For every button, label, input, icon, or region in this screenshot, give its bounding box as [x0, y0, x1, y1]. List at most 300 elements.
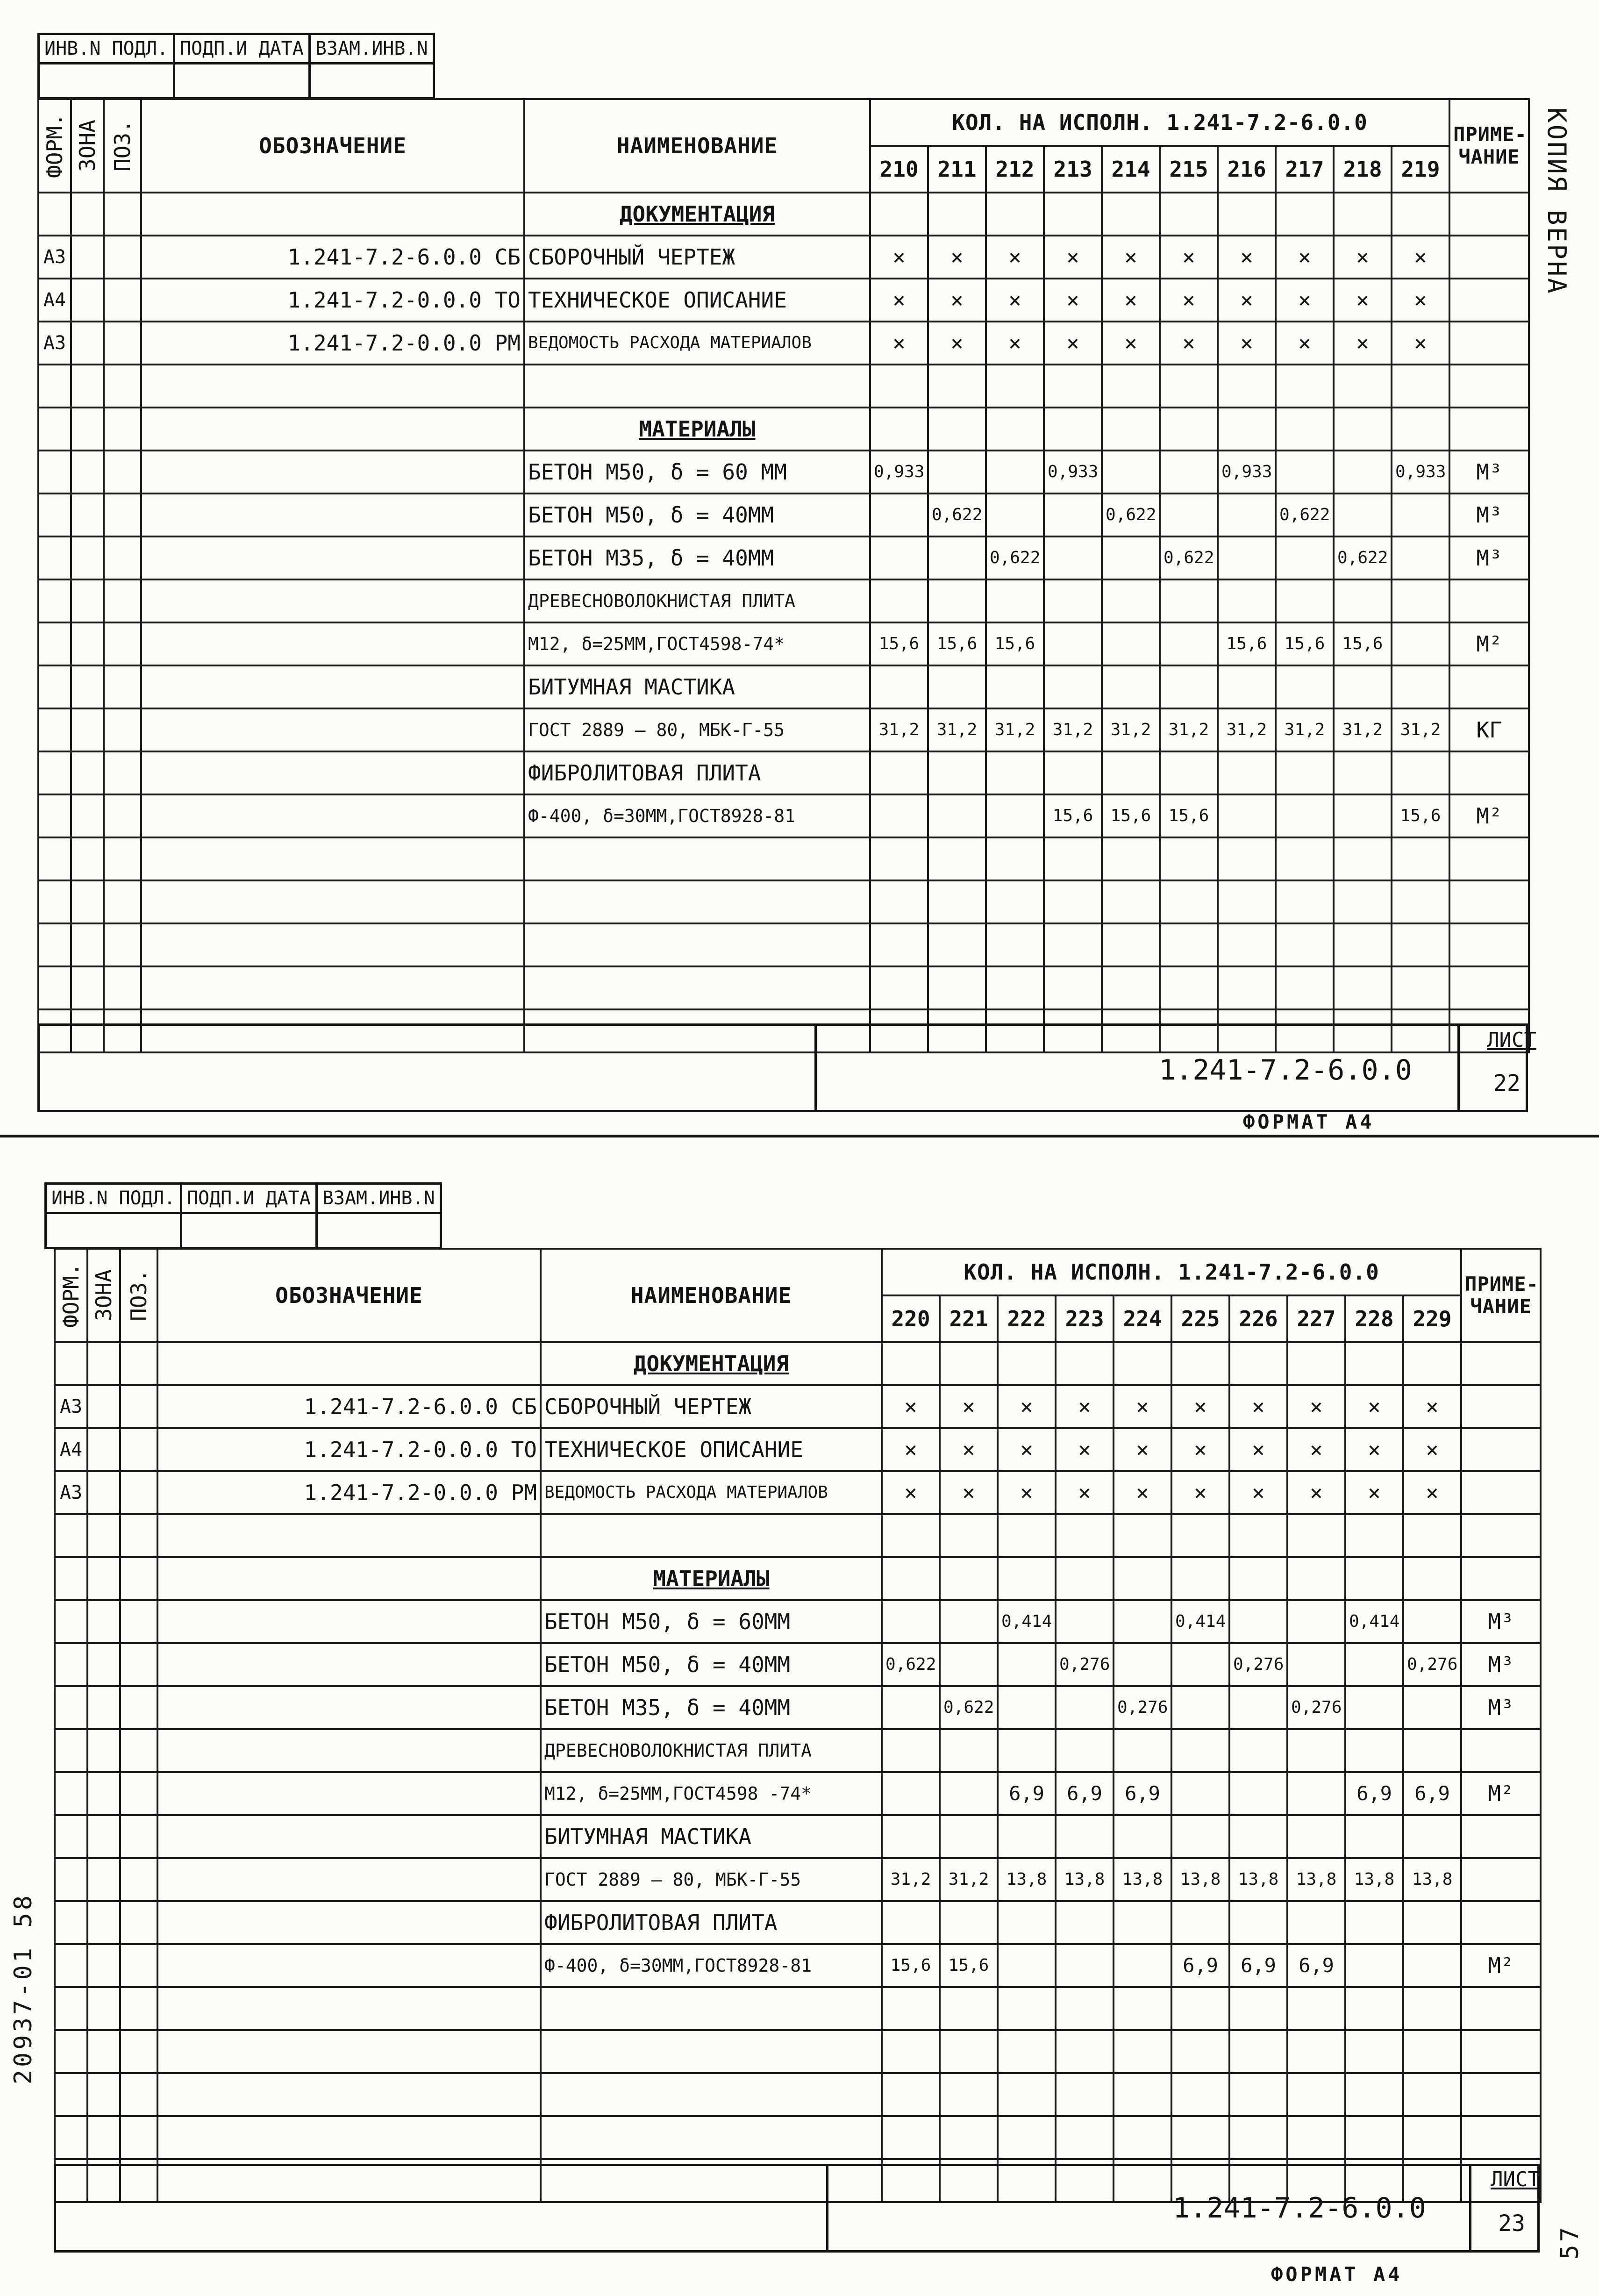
format-label: ФОРМАТ А4 [1243, 1110, 1375, 1133]
doc-format: А4 [38, 279, 71, 322]
header-prim-line1: ПРИМЕ- [1465, 1272, 1539, 1295]
section-title: МАТЕРИАЛЫ [541, 1557, 882, 1600]
side-note-kopiya-verna: КОПИЯ ВЕРНА [1542, 107, 1571, 295]
empty-cell [87, 1987, 120, 2030]
empty-row [55, 1987, 1541, 2030]
empty-cell [1334, 408, 1392, 451]
empty-cell [141, 451, 524, 494]
quantity-cell: 31,2 [1334, 708, 1392, 751]
empty-cell [986, 966, 1044, 1009]
x-mark: × [1160, 322, 1218, 365]
variant-number: 229 [1403, 1295, 1461, 1342]
empty-cell [157, 1643, 541, 1686]
empty-cell [870, 408, 928, 451]
empty-cell [1403, 2073, 1461, 2116]
material-row [55, 1858, 1541, 1901]
unit-cell [1461, 1901, 1541, 1944]
quantity-cell [986, 579, 1044, 622]
material-name: Ф-400, δ=30ММ,ГОСТ8928-81 [541, 1944, 882, 1987]
quantity-cell: 0,622 [928, 494, 986, 536]
empty-cell [1461, 1385, 1541, 1428]
empty-cell [87, 2073, 120, 2116]
empty-cell [38, 923, 71, 966]
empty-cell [1461, 2030, 1541, 2073]
quantity-cell [1160, 451, 1218, 494]
x-mark: × [998, 1471, 1056, 1514]
empty-cell [882, 2030, 940, 2073]
empty-cell [71, 193, 104, 236]
empty-cell [524, 837, 870, 880]
x-mark: × [1056, 1428, 1114, 1471]
doc-code: 1.241-7.2-0.0.0 РМ [141, 322, 524, 365]
quantity-cell: 0,622 [882, 1643, 940, 1686]
material-name: БЕТОН М50, δ = 40ММ [541, 1643, 882, 1686]
quantity-cell [1403, 1729, 1461, 1772]
empty-cell [104, 665, 141, 708]
section-row [38, 408, 1529, 451]
material-row [55, 1643, 1541, 1686]
quantity-cell [1171, 1901, 1229, 1944]
empty-cell [524, 923, 870, 966]
spec-table [54, 1248, 1542, 2203]
empty-cell [157, 1772, 541, 1815]
quantity-cell [928, 536, 986, 579]
quantity-cell [1102, 751, 1160, 794]
quantity-cell [1287, 1901, 1345, 1944]
empty-cell [1218, 880, 1276, 923]
empty-cell [1114, 2030, 1171, 2073]
quantity-cell: 6,9 [1403, 1772, 1461, 1815]
quantity-cell [1114, 1643, 1171, 1686]
doc-code: 1.241-7.2-0.0.0 РМ [157, 1471, 541, 1514]
quantity-cell: 15,6 [986, 622, 1044, 665]
quantity-cell [1056, 1815, 1114, 1858]
empty-cell [1392, 193, 1449, 236]
quantity-cell [870, 665, 928, 708]
x-mark: × [1114, 1385, 1171, 1428]
empty-cell [870, 365, 928, 408]
quantity-cell [1114, 1729, 1171, 1772]
empty-cell [141, 622, 524, 665]
empty-cell [104, 880, 141, 923]
quantity-cell: 31,2 [1392, 708, 1449, 751]
quantity-cell: 13,8 [1403, 1858, 1461, 1901]
doc-format: А3 [55, 1385, 87, 1428]
empty-cell [141, 966, 524, 1009]
empty-cell [1044, 880, 1102, 923]
header-prim-line2: ЧАНИЕ [1470, 1295, 1532, 1318]
section-title: МАТЕРИАЛЫ [524, 408, 870, 451]
empty-cell [87, 1342, 120, 1385]
header-prim-line1: ПРИМЕ- [1453, 122, 1527, 146]
empty-cell [882, 2116, 940, 2159]
variant-number: 212 [986, 146, 1044, 193]
quantity-cell [1403, 1600, 1461, 1643]
quantity-cell [998, 1944, 1056, 1987]
empty-cell [882, 1514, 940, 1557]
empty-cell [1276, 408, 1334, 451]
quantity-cell [1171, 1772, 1229, 1815]
x-mark: × [1334, 279, 1392, 322]
empty-cell [87, 1901, 120, 1944]
empty-cell [1345, 1987, 1403, 2030]
unit-cell [1461, 1815, 1541, 1858]
empty-cell [71, 322, 104, 365]
empty-cell [120, 2030, 157, 2073]
empty-cell [120, 1686, 157, 1729]
empty-cell [986, 880, 1044, 923]
empty-cell [1334, 923, 1392, 966]
empty-cell [1218, 365, 1276, 408]
sheet-2 [0, 1154, 1599, 2295]
x-mark: × [940, 1428, 998, 1471]
empty-cell [104, 923, 141, 966]
stamp-block [37, 33, 435, 100]
empty-cell [1160, 408, 1218, 451]
variant-number: 210 [870, 146, 928, 193]
x-mark: × [1218, 322, 1276, 365]
quantity-cell: 0,276 [1056, 1643, 1114, 1686]
empty-cell [38, 880, 71, 923]
unit-cell: М² [1461, 1944, 1541, 1987]
x-mark: × [1287, 1428, 1345, 1471]
empty-cell [55, 1342, 87, 1385]
quantity-cell [998, 1643, 1056, 1686]
quantity-cell: 6,9 [1345, 1772, 1403, 1815]
material-row [55, 1686, 1541, 1729]
x-mark: × [1392, 279, 1449, 322]
x-mark: × [1403, 1385, 1461, 1428]
header-form: ФОРМ. [55, 1249, 87, 1342]
empty-cell [1218, 408, 1276, 451]
empty-cell [157, 2116, 541, 2159]
variant-number: 224 [1114, 1295, 1171, 1342]
quantity-cell [1334, 494, 1392, 536]
x-mark: × [928, 322, 986, 365]
empty-cell [104, 536, 141, 579]
empty-cell [1102, 923, 1160, 966]
empty-cell [71, 837, 104, 880]
empty-cell [1276, 923, 1334, 966]
empty-cell [940, 2030, 998, 2073]
empty-cell [998, 1342, 1056, 1385]
empty-cell [928, 966, 986, 1009]
empty-cell [1044, 837, 1102, 880]
empty-cell [1102, 408, 1160, 451]
variant-number: 223 [1056, 1295, 1114, 1342]
quantity-cell [928, 579, 986, 622]
x-mark: × [870, 279, 928, 322]
empty-cell [87, 1729, 120, 1772]
empty-cell [87, 1600, 120, 1643]
variant-number: 216 [1218, 146, 1276, 193]
quantity-cell [1171, 1643, 1229, 1686]
quantity-cell [1287, 1600, 1345, 1643]
empty-cell [38, 794, 71, 837]
quantity-cell: 13,8 [1229, 1858, 1287, 1901]
quantity-cell: 13,8 [1114, 1858, 1171, 1901]
quantity-cell [1287, 1643, 1345, 1686]
variant-number: 227 [1287, 1295, 1345, 1342]
empty-cell [38, 451, 71, 494]
material-name: М12, δ=25ММ,ГОСТ4598-74* [524, 622, 870, 665]
empty-cell [120, 1729, 157, 1772]
empty-cell [1403, 2116, 1461, 2159]
x-mark: × [1334, 236, 1392, 279]
quantity-cell [1287, 1815, 1345, 1858]
empty-cell [38, 708, 71, 751]
sheet-1 [0, 0, 1599, 1131]
empty-cell [55, 1557, 87, 1600]
empty-cell [998, 2116, 1056, 2159]
quantity-cell [1218, 665, 1276, 708]
quantity-cell: 31,2 [1160, 708, 1218, 751]
format-label: ФОРМАТ А4 [1271, 2263, 1403, 2286]
empty-cell [1229, 1557, 1287, 1600]
quantity-cell [1218, 579, 1276, 622]
quantity-cell [1102, 579, 1160, 622]
empty-cell [71, 622, 104, 665]
x-mark: × [882, 1428, 940, 1471]
empty-cell [928, 880, 986, 923]
quantity-cell [882, 1729, 940, 1772]
quantity-cell [1345, 1729, 1403, 1772]
quantity-cell: 0,933 [870, 451, 928, 494]
quantity-cell [1102, 536, 1160, 579]
empty-cell [1102, 193, 1160, 236]
empty-cell [1044, 193, 1102, 236]
quantity-cell [1160, 751, 1218, 794]
empty-cell [120, 1987, 157, 2030]
empty-cell [524, 365, 870, 408]
empty-cell [141, 708, 524, 751]
empty-cell [1171, 1557, 1229, 1600]
document-row [38, 236, 1529, 279]
empty-cell [71, 880, 104, 923]
quantity-cell: 15,6 [1044, 794, 1102, 837]
material-row [38, 579, 1529, 622]
x-mark: × [882, 1385, 940, 1428]
header-row [38, 99, 1529, 146]
quantity-cell [1102, 451, 1160, 494]
empty-cell [104, 708, 141, 751]
quantity-cell [1044, 665, 1102, 708]
empty-cell [940, 1557, 998, 1600]
quantity-cell [1392, 665, 1449, 708]
empty-cell [104, 408, 141, 451]
material-name: БИТУМНАЯ МАСТИКА [541, 1815, 882, 1858]
quantity-cell [940, 1600, 998, 1643]
empty-cell [1287, 1557, 1345, 1600]
empty-cell [1461, 2073, 1541, 2116]
header-kol: КОЛ. НА ИСПОЛН. 1.241-7.2-6.0.0 [870, 99, 1449, 146]
quantity-cell: 31,2 [1218, 708, 1276, 751]
quantity-cell [1334, 579, 1392, 622]
empty-cell [55, 1514, 87, 1557]
variant-number: 214 [1102, 146, 1160, 193]
quantity-cell [1056, 1944, 1114, 1987]
stamp-cell [181, 1213, 316, 1248]
quantity-cell [1345, 1815, 1403, 1858]
empty-cell [38, 408, 71, 451]
quantity-cell [1392, 494, 1449, 536]
quantity-cell [882, 1901, 940, 1944]
empty-cell [1392, 966, 1449, 1009]
empty-cell [1114, 1514, 1171, 1557]
quantity-cell: 15,6 [882, 1944, 940, 1987]
material-name: ГОСТ 2889 – 80, МБК-Г-55 [524, 708, 870, 751]
empty-cell [1160, 365, 1218, 408]
doc-name: ВЕДОМОСТЬ РАСХОДА МАТЕРИАЛОВ [541, 1471, 882, 1514]
empty-cell [87, 1643, 120, 1686]
quantity-cell: 0,276 [1114, 1686, 1171, 1729]
material-row [38, 536, 1529, 579]
empty-cell [928, 193, 986, 236]
x-mark: × [986, 279, 1044, 322]
material-row [55, 1600, 1541, 1643]
empty-cell [1218, 966, 1276, 1009]
document-row [55, 1471, 1541, 1514]
unit-cell [1449, 665, 1529, 708]
quantity-cell [870, 751, 928, 794]
empty-cell [104, 579, 141, 622]
doc-format: А3 [38, 322, 71, 365]
empty-cell [1449, 966, 1529, 1009]
variant-number: 213 [1044, 146, 1102, 193]
x-mark: × [1102, 322, 1160, 365]
empty-cell [120, 1600, 157, 1643]
quantity-cell [1229, 1815, 1287, 1858]
empty-cell [940, 2116, 998, 2159]
empty-cell [38, 837, 71, 880]
empty-cell [38, 622, 71, 665]
empty-row [55, 2073, 1541, 2116]
empty-cell [157, 1557, 541, 1600]
empty-cell [141, 923, 524, 966]
quantity-cell: 15,6 [928, 622, 986, 665]
empty-cell [524, 880, 870, 923]
empty-cell [1287, 2116, 1345, 2159]
quantity-cell: 0,622 [1160, 536, 1218, 579]
unit-cell: М³ [1461, 1643, 1541, 1686]
x-mark: × [1171, 1385, 1229, 1428]
empty-cell [1218, 837, 1276, 880]
x-mark: × [940, 1471, 998, 1514]
empty-cell [120, 1901, 157, 1944]
material-row [38, 665, 1529, 708]
empty-cell [1229, 2030, 1287, 2073]
material-name: М12, δ=25ММ,ГОСТ4598 -74* [541, 1772, 882, 1815]
quantity-cell [928, 665, 986, 708]
x-mark: × [870, 322, 928, 365]
empty-cell [928, 923, 986, 966]
quantity-cell [1229, 1901, 1287, 1944]
stamp-cell [46, 1213, 181, 1248]
footer-doc-code: 1.241-7.2-6.0.0 [1159, 1054, 1412, 1087]
empty-cell [1160, 837, 1218, 880]
empty-cell [71, 494, 104, 536]
empty-cell [157, 2030, 541, 2073]
empty-cell [55, 2030, 87, 2073]
empty-cell [986, 923, 1044, 966]
empty-cell [1160, 923, 1218, 966]
empty-cell [1392, 408, 1449, 451]
empty-row [38, 923, 1529, 966]
empty-cell [986, 365, 1044, 408]
x-mark: × [1114, 1471, 1171, 1514]
empty-cell [1160, 966, 1218, 1009]
quantity-cell: 13,8 [1345, 1858, 1403, 1901]
x-mark: × [1160, 279, 1218, 322]
footer-left [55, 2165, 828, 2252]
empty-cell [71, 536, 104, 579]
empty-cell [1276, 966, 1334, 1009]
x-mark: × [1171, 1428, 1229, 1471]
empty-cell [38, 494, 71, 536]
empty-cell [1287, 2030, 1345, 2073]
margin-page-number: 57 [1556, 2224, 1584, 2260]
material-name: ГОСТ 2889 – 80, МБК-Г-55 [541, 1858, 882, 1901]
empty-cell [87, 2030, 120, 2073]
empty-cell [870, 193, 928, 236]
empty-cell [55, 1901, 87, 1944]
x-mark: × [1160, 236, 1218, 279]
quantity-cell [1392, 579, 1449, 622]
empty-cell [1334, 880, 1392, 923]
x-mark: × [1044, 279, 1102, 322]
empty-cell [1056, 1987, 1114, 2030]
quantity-cell [1044, 536, 1102, 579]
empty-cell [998, 1557, 1056, 1600]
x-mark: × [998, 1385, 1056, 1428]
variant-number: 218 [1334, 146, 1392, 193]
quantity-cell [998, 1815, 1056, 1858]
variant-number: 225 [1171, 1295, 1229, 1342]
empty-cell [38, 751, 71, 794]
empty-cell [87, 1772, 120, 1815]
quantity-cell [1287, 1772, 1345, 1815]
quantity-cell [1160, 665, 1218, 708]
quantity-cell: 0,276 [1287, 1686, 1345, 1729]
doc-name: ВЕДОМОСТЬ РАСХОДА МАТЕРИАЛОВ [524, 322, 870, 365]
empty-row [38, 880, 1529, 923]
stamp-cell [309, 64, 434, 99]
empty-cell [1403, 1987, 1461, 2030]
x-mark: × [1276, 236, 1334, 279]
empty-cell [1334, 966, 1392, 1009]
footer-left [39, 1025, 816, 1111]
empty-cell [55, 1643, 87, 1686]
quantity-cell [940, 1815, 998, 1858]
empty-cell [928, 365, 986, 408]
empty-cell [120, 1514, 157, 1557]
material-row [38, 794, 1529, 837]
empty-cell [71, 236, 104, 279]
empty-cell [1114, 1557, 1171, 1600]
empty-cell [870, 923, 928, 966]
quantity-cell [1056, 1901, 1114, 1944]
empty-row [55, 2116, 1541, 2159]
empty-cell [1449, 279, 1529, 322]
empty-cell [1229, 2116, 1287, 2159]
empty-cell [1461, 1557, 1541, 1600]
empty-cell [1114, 2116, 1171, 2159]
empty-cell [998, 1987, 1056, 2030]
empty-cell [998, 2073, 1056, 2116]
empty-cell [141, 365, 524, 408]
empty-cell [71, 365, 104, 408]
x-mark: × [1218, 279, 1276, 322]
